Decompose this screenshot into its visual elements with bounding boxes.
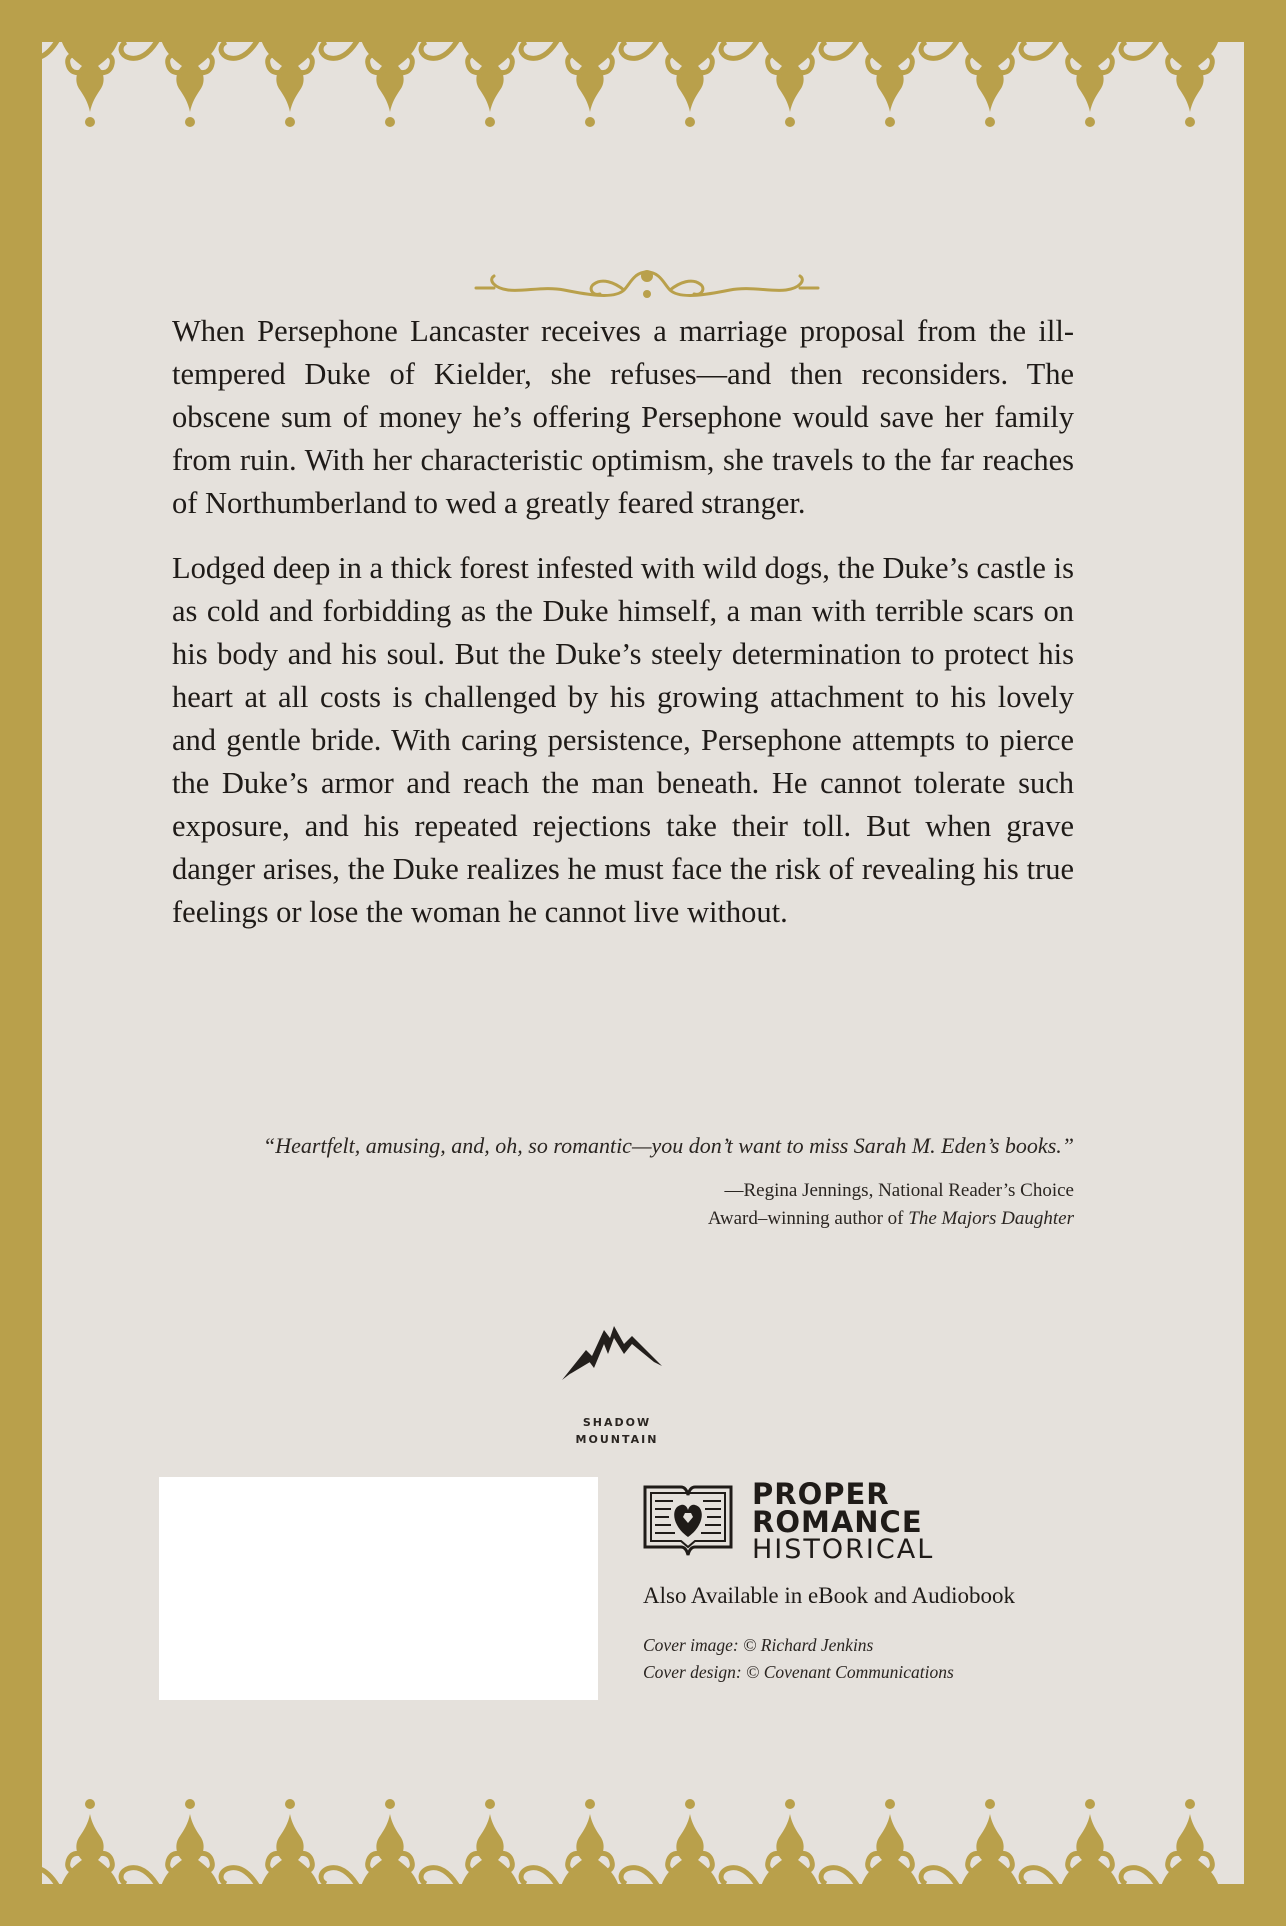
formats-note: Also Available in eBook and Audiobook [643,1583,1016,1608]
open-book-heart-icon [641,1477,735,1563]
endorsement-attribution [500,1177,1074,1233]
blurb-paragraph: Lodged deep in a thick forest infested with wild dogs, the Duke’s castle is as cold and forbidding as the Duke himself, a man with terrible scars on his body and his soul. But the Duke’s steely determination to protect his heart at all costs is challenged by his growing attachment to his lovely and gentle bride. With caring persistence, Persephone attempts to pierce the Duke’s armor and reach the man beneath. He cannot tolerate such exposure, and his repeated rejections take their toll. But when grave danger arises, the Duke realizes he must face the risk of revealing his true feelings or lose the woman he cannot live without. [172,551,1074,929]
publisher-name [560,1414,674,1448]
cover-design-credit: Cover design: © Covenant Communications [643,1662,954,1682]
mountain-peaks-icon [562,1310,672,1400]
attribution-line: —Regina Jennings, National Reader’s Choice [724,1180,1074,1201]
bottom-ornament-band [42,1780,1244,1890]
flourish-divider [474,264,820,304]
publisher-name-line: MOUNTAIN [575,1433,659,1446]
cover-image-credit: Cover image: © Richard Jenkins [643,1635,874,1655]
endorsement-quote: “Heartfelt, amusing, and, oh, so romantic—you don’t want to miss Sarah M. Eden’s books.” [263,1133,1074,1158]
publisher-name-line: SHADOW [582,1416,652,1429]
cover-credits [643,1632,954,1686]
imprint-title: ROMANCE [752,1505,923,1539]
blurb [172,310,1074,934]
imprint-title: PROPER [752,1477,890,1511]
blurb-paragraph: When Persephone Lancaster receives a marriage proposal from the ill-tempered Duke of Kielder, she refuses—and then reconsiders. The obscene sum of money he’s offering Persephone would save her family from ruin. With her characteristic optimism, she travels to the far reaches of Northumberland to wed a greatly feared stranger. [172,314,1074,520]
attribution-prefix: Award–winning author of [707,1208,909,1229]
imprint-subtitle: HISTORICAL [752,1534,935,1565]
attribution-line [500,1205,1074,1233]
barcode-area [159,1477,598,1700]
top-ornament-band [42,36,1244,146]
book-title: The Majors Daughter [908,1208,1074,1229]
